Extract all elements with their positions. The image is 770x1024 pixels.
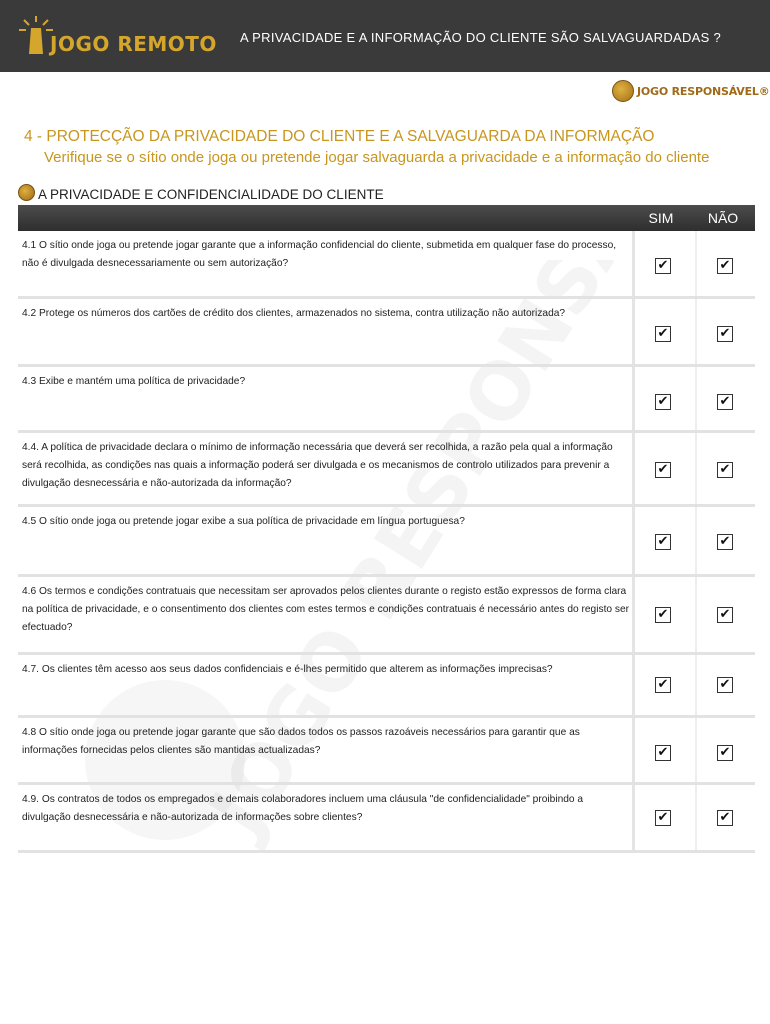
checkbox-sim[interactable]: ✔ bbox=[655, 326, 671, 342]
checkbox-sim[interactable]: ✔ bbox=[655, 534, 671, 550]
seal-icon bbox=[18, 184, 35, 201]
checkbox-sim[interactable]: ✔ bbox=[655, 810, 671, 826]
checkbox-nao[interactable]: ✔ bbox=[717, 326, 733, 342]
question-text: 4.9. Os contratos de todos os empregados e demais colaboradores incluem uma cláusula "de confidencialidade" proibindo a divulgação desnecessária e não-autorizada de informações sobre clientes? bbox=[22, 794, 584, 823]
checkbox-nao[interactable]: ✔ bbox=[717, 394, 733, 410]
column-divider bbox=[695, 507, 697, 574]
column-divider bbox=[632, 299, 635, 364]
checkbox-sim[interactable]: ✔ bbox=[655, 258, 671, 274]
top-bar bbox=[0, 0, 770, 72]
question-text: 4.8 O sítio onde joga ou pretende jogar garante que são dados todos os passos razoáveis necessários para garantir que as informações fornecidas pelos clientes são mantidas actualizadas? bbox=[22, 727, 580, 756]
column-divider bbox=[632, 433, 635, 504]
group-title: A PRIVACIDADE E CONFIDENCIALIDADE DO CLIENTE bbox=[38, 187, 384, 202]
column-divider bbox=[695, 367, 697, 430]
section-title: 4 - PROTECÇÃO DA PRIVACIDADE DO CLIENTE E A SALVAGUARDA DA INFORMAÇÃO bbox=[24, 128, 655, 145]
checkbox-sim[interactable]: ✔ bbox=[655, 677, 671, 693]
question-text: 4.7. Os clientes têm acesso aos seus dados confidenciais e é-lhes permitido que alterem as informações imprecisas? bbox=[22, 664, 553, 675]
checkbox-sim[interactable]: ✔ bbox=[655, 607, 671, 623]
checkbox-nao[interactable]: ✔ bbox=[717, 462, 733, 478]
question-row bbox=[18, 507, 755, 577]
column-divider bbox=[632, 718, 635, 782]
question-row bbox=[18, 433, 755, 507]
seal-icon bbox=[612, 80, 634, 102]
column-divider bbox=[695, 655, 697, 715]
column-header-nao: NÃO bbox=[707, 210, 739, 226]
column-divider bbox=[695, 577, 697, 652]
table-header bbox=[18, 205, 755, 231]
column-divider bbox=[695, 433, 697, 504]
checkbox-sim[interactable]: ✔ bbox=[655, 745, 671, 761]
checkbox-nao[interactable]: ✔ bbox=[717, 810, 733, 826]
column-divider bbox=[632, 785, 635, 850]
question-row bbox=[18, 655, 755, 718]
column-divider bbox=[632, 577, 635, 652]
column-header-sim: SIM bbox=[648, 210, 674, 226]
checkbox-nao[interactable]: ✔ bbox=[717, 607, 733, 623]
questions-table bbox=[18, 231, 755, 853]
question-row bbox=[18, 299, 755, 367]
column-divider bbox=[695, 299, 697, 364]
column-divider bbox=[695, 231, 697, 296]
checkbox-nao[interactable]: ✔ bbox=[717, 745, 733, 761]
checkbox-nao[interactable]: ✔ bbox=[717, 534, 733, 550]
column-divider bbox=[632, 507, 635, 574]
checkbox-sim[interactable]: ✔ bbox=[655, 462, 671, 478]
question-row bbox=[18, 785, 755, 853]
checkbox-nao[interactable]: ✔ bbox=[717, 677, 733, 693]
question-row bbox=[18, 231, 755, 299]
checkbox-nao[interactable]: ✔ bbox=[717, 258, 733, 274]
question-row bbox=[18, 367, 755, 433]
jogo-remoto-logo bbox=[16, 14, 217, 58]
group-header bbox=[18, 183, 618, 205]
column-divider bbox=[695, 785, 697, 850]
question-text: 4.5 O sítio onde joga ou pretende jogar exibe a sua política de privacidade em língua portuguesa? bbox=[22, 516, 465, 527]
column-divider bbox=[632, 367, 635, 430]
question-text: 4.4. A política de privacidade declara o mínimo de informação necessária que deverá ser recolhida, a razão pela qual a informação será recolhida, as condições nas quais a informação poderá ser divulgada e os mecanismos de controlo utilizados para prevenir a divulgação desnecessária e não-autorizada da informação? bbox=[22, 442, 613, 489]
question-row bbox=[18, 577, 755, 655]
badge-text: JOGO RESPONSÁVEL® bbox=[637, 85, 770, 98]
section-subtitle: Verifique se o sítio onde joga ou pretende jogar salvaguarda a privacidade e a informação do cliente bbox=[44, 149, 710, 166]
page-title: A PRIVACIDADE E A INFORMAÇÃO DO CLIENTE SÃO SALVAGUARDADAS ? bbox=[240, 30, 722, 45]
question-text: 4.2 Protege os números dos cartões de crédito dos clientes, armazenados no sistema, contra utilização não autorizada? bbox=[22, 308, 566, 319]
column-divider bbox=[632, 231, 635, 296]
question-row bbox=[18, 718, 755, 785]
checkbox-sim[interactable]: ✔ bbox=[655, 394, 671, 410]
column-divider bbox=[632, 655, 635, 715]
jogo-responsavel-badge bbox=[612, 80, 770, 104]
question-text: 4.1 O sítio onde joga ou pretende jogar garante que a informação confidencial do cliente, submetida em qualquer fase do processo, não é divulgada desnecessariamente ou sem autorização? bbox=[22, 240, 617, 269]
logo-text: JOGO REMOTO bbox=[50, 32, 217, 56]
question-text: 4.6 Os termos e condições contratuais que necessitam ser aprovados pelos clientes durante o registo estão expressos de forma clara na política de privacidade, e o consentimento dos clientes com estes termos e condições contratuais é necessário antes do registo ser efectuado? bbox=[22, 586, 630, 633]
column-divider bbox=[695, 718, 697, 782]
question-text: 4.3 Exibe e mantém uma política de privacidade? bbox=[22, 376, 246, 387]
